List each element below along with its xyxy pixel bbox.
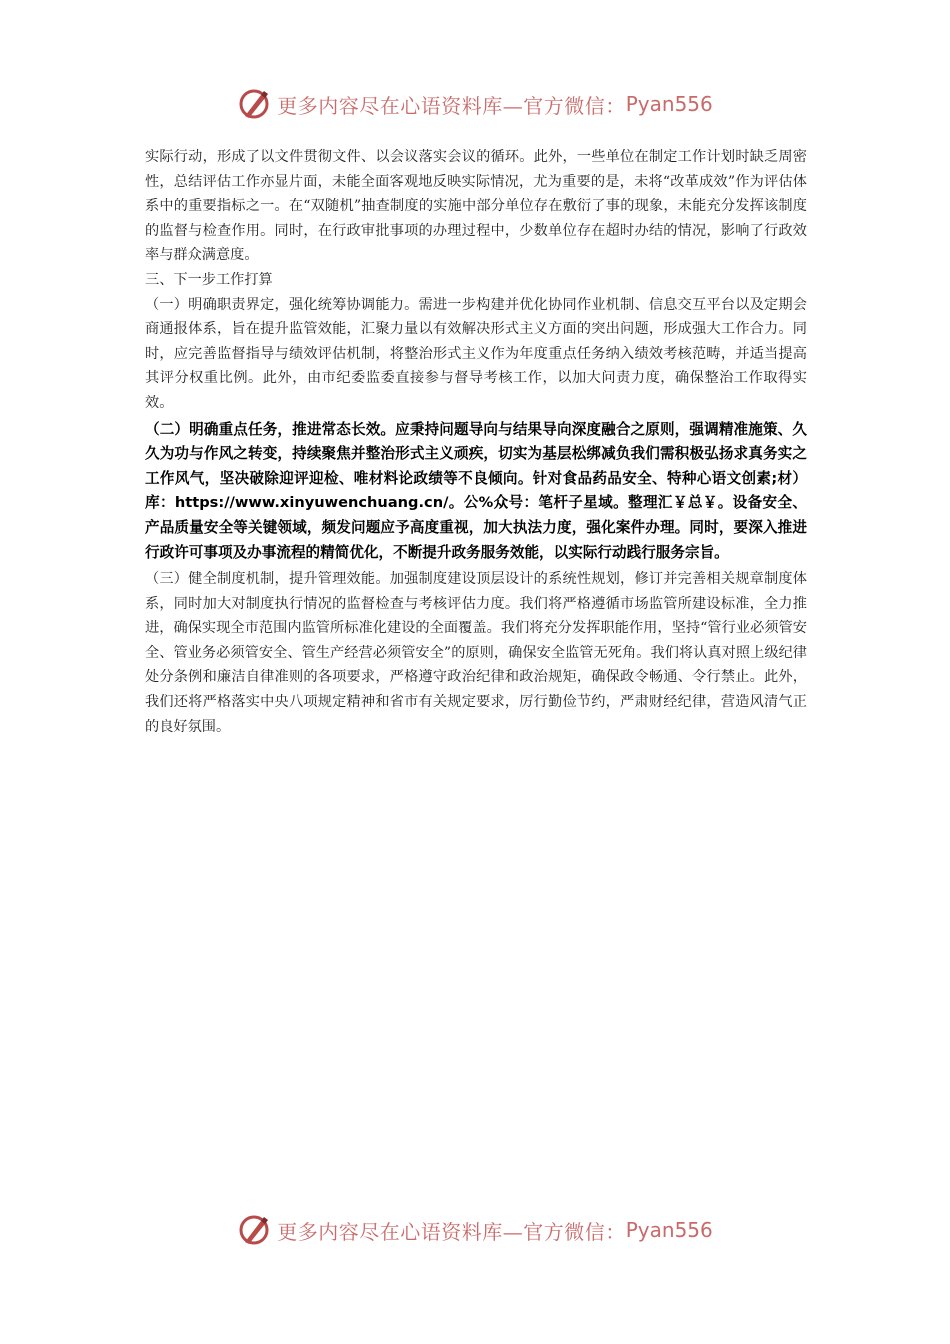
paragraph-continuation: 实际行动，形成了以文件贯彻文件、以会议落实会议的循环。此外，一些单位在制定工作计划时缺乏周密性，总结评估工作亦显片面，未能全面客观地反映实际情况，尤为重要的是，未将“改革成效”作为评估体系中的重要指标之一。在“双随机”抽查制度的实施中部分单位存在敷衍了事的现象，未能充分发挥该制度的监督与检查作用。同时，在行政审批事项的办理过程中，少数单位存在超时办结的情况，影响了行政效率与群众满意度。 [145, 149, 807, 264]
header-banner [0, 82, 950, 126]
paragraph-item-two: （二）明确重点任务，推进常态长效。应秉持问题导向与结果导向深度融合之原则，强调精准施策、久久为功与作风之转变，持续聚焦并整治形式主义顽疾，切实为基层松绑减负我们需积极弘扬求真务实之工作风气，坚决破除迎评迎检、唯材料论政绩等不良倾向。针对食品药品安全、特种心语文创素;材）库：https://www.xinyuwenchuang.cn/。公%众号：笔杆子星域。整理汇￥总￥。设备安全、产品质量安全等关键领域，频发问题应予高度重视，加大执法力度，强化案件办理。同时，要深入推进行政许可事项及办事流程的精简优化，不断提升政务服务效能，以实际行动践行服务宗旨。 [145, 420, 807, 561]
header-banner-code: Pyan556 [625, 92, 713, 116]
document-body [145, 145, 807, 739]
header-banner-text: 更多内容尽在心语资料库—官方微信： [277, 93, 626, 118]
footer-banner [0, 1208, 950, 1252]
pen-circle-logo-icon [237, 1212, 273, 1248]
pen-circle-logo-icon [237, 86, 273, 122]
paragraph-item-three: （三）健全制度机制，提升管理效能。加强制度建设顶层设计的系统性规划，修订并完善相关规章制度体系，同时加大对制度执行情况的监督检查与考核评估力度。我们将严格遵循市场监管所建设标准，全力推进，确保实现全市范围内监管所标准化建设的全面覆盖。我们将充分发挥职能作用，坚持“管行业必须管安全、管业务必须管安全、管生产经营必须管安全”的原则，确保安全监管无死角。我们将认真对照上级纪律处分条例和廉洁自律准则的各项要求，严格遵守政治纪律和政治规矩，确保政令畅通、令行禁止。此外，我们还将严格落实中央八项规定精神和省市有关规定要求，厉行勤俭节约，严肃财经纪律，营造风清气正的良好氛围。 [145, 571, 807, 735]
section-heading-next-steps: 三、下一步工作打算 [145, 271, 273, 288]
footer-banner-text: 更多内容尽在心语资料库—官方微信： [277, 1219, 626, 1244]
footer-banner-code: Pyan556 [625, 1218, 713, 1242]
paragraph-item-one: （一）明确职责界定，强化统筹协调能力。需进一步构建并优化协同作业机制、信息交互平台以及定期会商通报体系，旨在提升监管效能，汇聚力量以有效解决形式主义方面的突出问题，形成强大工作合力。同时，应完善监督指导与绩效评估机制，将整治形式主义作为年度重点任务纳入绩效考核范畴，并适当提高其评分权重比例。此外，由市纪委监委直接参与督导考核工作，以加大问责力度，确保整治工作取得实效。 [145, 296, 807, 411]
